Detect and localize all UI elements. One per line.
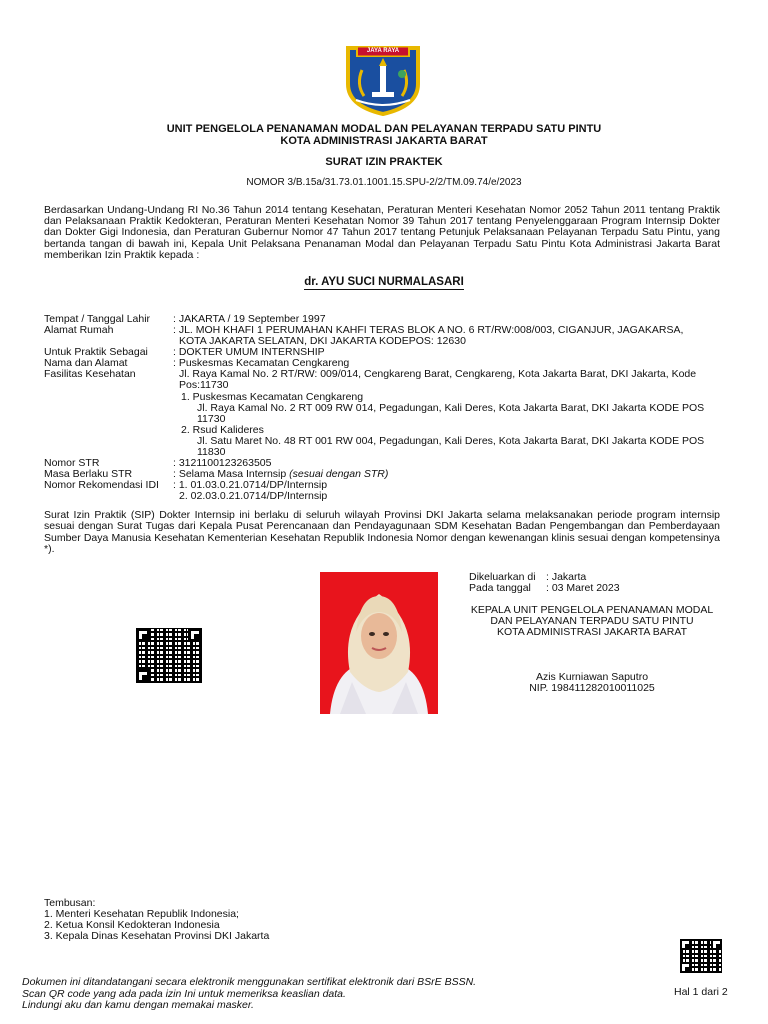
- facility-1-addr-1: Jl. Raya Kamal No. 2 RT 009 RW 014, Pegadungan, Kali Deres, Kota Jakarta Barat, DKI Jakarta KODE POS: [197, 402, 705, 414]
- field-alamat-value-2: KOTA JAKARTA SELATAN, DKI JAKARTA KODEPOS: 12630: [179, 335, 466, 347]
- facility-2-addr-2: 11830: [197, 446, 226, 458]
- tembusan-title: Tembusan:: [44, 897, 96, 909]
- field-nama-alamat-label: Nama dan Alamat: [44, 357, 128, 369]
- signer-name: Azis Kurniawan Saputro: [535, 671, 649, 683]
- field-praktik-value: : DOKTER UMUM INTERNSHIP: [173, 346, 325, 358]
- facility-2-addr-1: Jl. Satu Maret No. 48 RT 001 RW 004, Pegadungan, Kali Deres, Kota Jakarta Barat, DKI Jakarta KODE POS: [197, 435, 705, 447]
- document-number: NOMOR 3/B.15a/31.73.01.1001.15.SPU-2/2/TM.09.74/e/2023: [246, 177, 522, 188]
- facility-1-name: 1. Puskesmas Kecamatan Cengkareng: [181, 391, 364, 403]
- field-nama-alamat-value: : Puskesmas Kecamatan Cengkareng: [173, 357, 350, 369]
- field-ttl-label: Tempat / Tanggal Lahir: [44, 313, 151, 325]
- qr-code-footer[interactable]: [680, 939, 722, 973]
- field-fasilitas-addr-1: Jl. Raya Kamal No. 2 RT/RW: 009/014, Cengkareng Barat, Cengkareng, Kota Jakarta Barat, DKI Jakarta, Kode: [179, 368, 697, 380]
- facility-1-addr-2: 11730: [197, 413, 226, 425]
- page-number: Hal 1 dari 2: [674, 986, 728, 998]
- facility-2-name: 2. Rsud Kalideres: [181, 424, 264, 436]
- issued-date-value: : 03 Maret 2023: [546, 582, 620, 594]
- field-fasilitas-label: Fasilitas Kesehatan: [44, 368, 136, 380]
- footer-line-3: Lindungi aku dan kamu dengan memakai masker.: [22, 999, 254, 1011]
- emblem-motto: JAYA RAYA: [366, 48, 400, 54]
- field-praktik-label: Untuk Praktik Sebagai: [44, 346, 148, 358]
- holder-photo: [320, 572, 438, 714]
- jakarta-emblem-icon: [344, 44, 422, 116]
- statement-paragraph: Surat Izin Praktik (SIP) Dokter Internsip ini berlaku di seluruh wilayah Provinsi DKI Jakarta selama melaksanakan periode program internsip sesuai dengan Surat Tugas dari Kepala Pusat Perencanaan dan Pendayagunaan SDM Kesehatan Badan Pengembangan dan Pemberdayaan Sumber Daya Manusia Kesehatan Kementerian Kesehatan Republik Indonesia Nomor dengan kewenangan klinis sesuai dengan kompetensinya *).: [44, 509, 720, 556]
- field-str-value: : 3121100123263505: [173, 457, 272, 469]
- holder-name-text: dr. AYU SUCI NURMALASARI: [304, 276, 464, 288]
- tembusan-item: 2. Ketua Konsil Kedokteran Indonesia: [44, 919, 220, 931]
- holder-name: [0, 277, 768, 289]
- intro-paragraph: Berdasarkan Undang-Undang RI No.36 Tahun 2014 tentang Kesehatan, Peraturan Menteri Kesehatan Nomor 2052 Tahun 2011 tentang Praktik dan Pelaksanaan Praktik Kedokteran, Peraturan Menteri Kesehatan Nomor 39 Tahun 2017 tentang Penyelenggaraan Program Internsip Dokter dan Dokter Gigi Indonesia, dan Peraturan Gubernur Nomor 47 Tahun 2017 tentang Petunjuk Pelaksanaan Pelayanan Terpadu Satu Pintu, yang bertanda tangan di bawah ini, Kepala Unit Pelaksana Penanaman Modal dan Pelayanan Terpadu Satu Pintu Kota Administrasi Jakarta Barat memberikan Izin Praktik kepada :: [44, 204, 720, 261]
- issued-place-value: : Jakarta: [546, 571, 587, 583]
- issued-place-label: Dikeluarkan di: [469, 571, 536, 583]
- field-str-label: Nomor STR: [44, 457, 100, 469]
- qr-code-main[interactable]: [136, 628, 202, 683]
- tembusan-item: 3. Kepala Dinas Kesehatan Provinsi DKI Jakarta: [44, 930, 270, 942]
- field-masa-note: (sesuai dengan STR): [289, 468, 389, 480]
- office-line-1: KEPALA UNIT PENGELOLA PENANAMAN MODAL: [470, 604, 714, 616]
- office-line-3: KOTA ADMINISTRASI JAKARTA BARAT: [496, 626, 687, 638]
- field-masa-text: : Selama Masa Internsip: [173, 468, 290, 480]
- signer-nip: NIP. 198411282010011025: [529, 682, 655, 694]
- field-masa-value: [173, 469, 733, 480]
- issued-date-label: Pada tanggal: [469, 582, 531, 594]
- header-line-2: KOTA ADMINISTRASI JAKARTA BARAT: [280, 135, 488, 147]
- field-rekomendasi-value-2: 2. 02.03.0.21.0714/DP/Internsip: [179, 490, 328, 502]
- document-title: SURAT IZIN PRAKTEK: [325, 156, 443, 168]
- field-masa-label: Masa Berlaku STR: [44, 468, 133, 480]
- field-alamat-value-1: : JL. MOH KHAFI 1 PERUMAHAN KAHFI TERAS BLOK A NO. 6 RT/RW:008/003, CIGANJUR, JAGAKARSA,: [173, 324, 684, 336]
- field-rekomendasi-label: Nomor Rekomendasi IDI: [44, 479, 159, 491]
- field-alamat-label: Alamat Rumah: [44, 324, 114, 336]
- footer-line-2: Scan QR code yang ada pada izin Ini untuk memeriksa keaslian data.: [22, 988, 346, 1000]
- field-fasilitas-addr-2: Pos:11730: [179, 379, 229, 391]
- tembusan-item: 1. Menteri Kesehatan Republik Indonesia;: [44, 908, 239, 920]
- field-rekomendasi-value-1: : 1. 01.03.0.21.0714/DP/Internsip: [173, 479, 328, 491]
- header-line-1: UNIT PENGELOLA PENANAMAN MODAL DAN PELAYANAN TERPADU SATU PINTU: [166, 123, 602, 135]
- field-ttl-value: : JAKARTA / 19 September 1997: [173, 313, 326, 325]
- footer-line-1: Dokumen ini ditandatangani secara elektronik menggunakan sertifikat elektronik dari BSrE BSSN.: [22, 976, 477, 988]
- office-line-2: DAN PELAYANAN TERPADU SATU PINTU: [490, 615, 694, 627]
